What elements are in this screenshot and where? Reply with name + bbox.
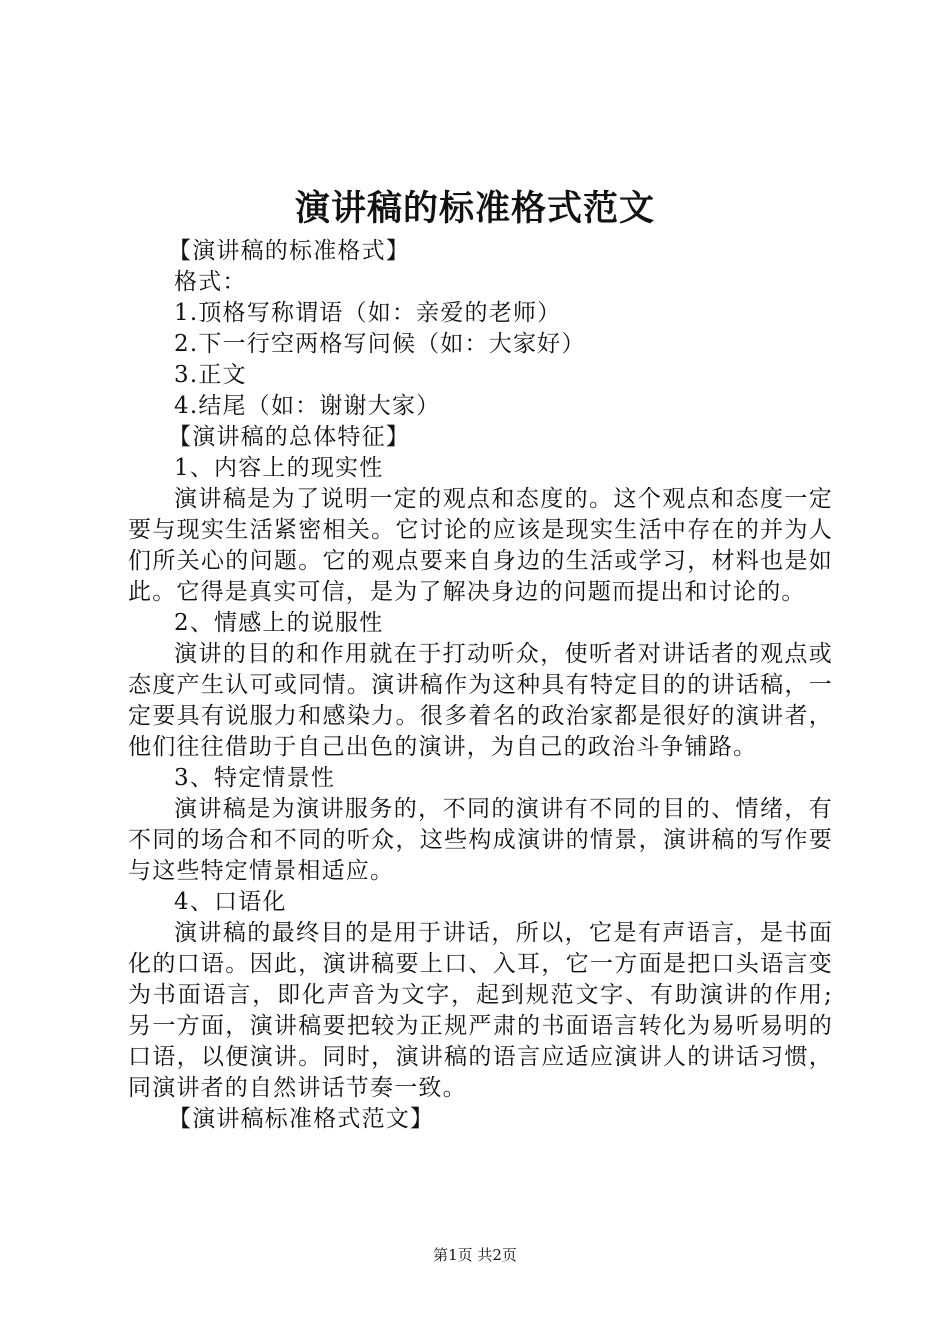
feature-paragraph: 演讲稿是为演讲服务的，不同的演讲有不同的目的、情绪，有不同的场合和不同的听众，这些构成演讲的情景，演讲稿的写作要与这些特定情景相适应。 bbox=[128, 796, 833, 884]
feature-paragraph: 演讲的目的和作用就在于打动听众，使听者对讲话者的观点或态度产生认可或同情。演讲稿作为这种具有特定目的的讲话稿，一定要具有说服力和感染力。很多着名的政治家都是很好的演讲者，他们往往借助于自己出色的演讲，为自己的政治斗争铺路。 bbox=[128, 641, 833, 760]
format-item: 1.顶格写称谓语（如：亲爱的老师） bbox=[174, 300, 562, 326]
document-body bbox=[128, 236, 833, 1135]
feature-paragraph: 演讲稿是为了说明一定的观点和态度的。这个观点和态度一定要与现实生活紧密相关。它讨论的应该是现实生活中存在的并为人们所关心的问题。它的观点要来自身边的生活或学习，材料也是如此。它得是真实可信，是为了解决身边的问题而提出和讨论的。 bbox=[128, 486, 833, 605]
format-item: 2.下一行空两格写问候（如：大家好） bbox=[174, 331, 586, 357]
format-item: 4.结尾（如：谢谢大家） bbox=[174, 393, 441, 419]
section-heading-sample: 【演讲稿标准格式范文】 bbox=[168, 1106, 435, 1132]
feature-heading: 2、情感上的说服性 bbox=[174, 610, 384, 636]
feature-heading: 4、口语化 bbox=[174, 889, 287, 915]
format-item: 3.正文 bbox=[174, 362, 247, 388]
section-heading-features: 【演讲稿的总体特征】 bbox=[168, 424, 410, 450]
section-heading-format: 【演讲稿的标准格式】 bbox=[168, 238, 410, 264]
feature-paragraph: 演讲稿的最终目的是用于讲话，所以，它是有声语言，是书面化的口语。因此，演讲稿要上口、入耳，它一方面是把口头语言变为书面语言，即化声音为文字，起到规范文字、有助演讲的作用;另一方面，演讲稿要把较为正规严肃的书面语言转化为易听易明的口语，以便演讲。同时，演讲稿的语言应适应演讲人的讲话习惯，同演讲者的自然讲话节奏一致。 bbox=[128, 920, 833, 1101]
format-label: 格式： bbox=[174, 269, 247, 295]
document-title: 演讲稿的标准格式范文 bbox=[294, 188, 655, 229]
feature-heading: 3、特定情景性 bbox=[174, 765, 336, 791]
page-footer: 第1页 共2页 bbox=[433, 1246, 517, 1264]
feature-heading: 1、内容上的现实性 bbox=[174, 455, 384, 481]
